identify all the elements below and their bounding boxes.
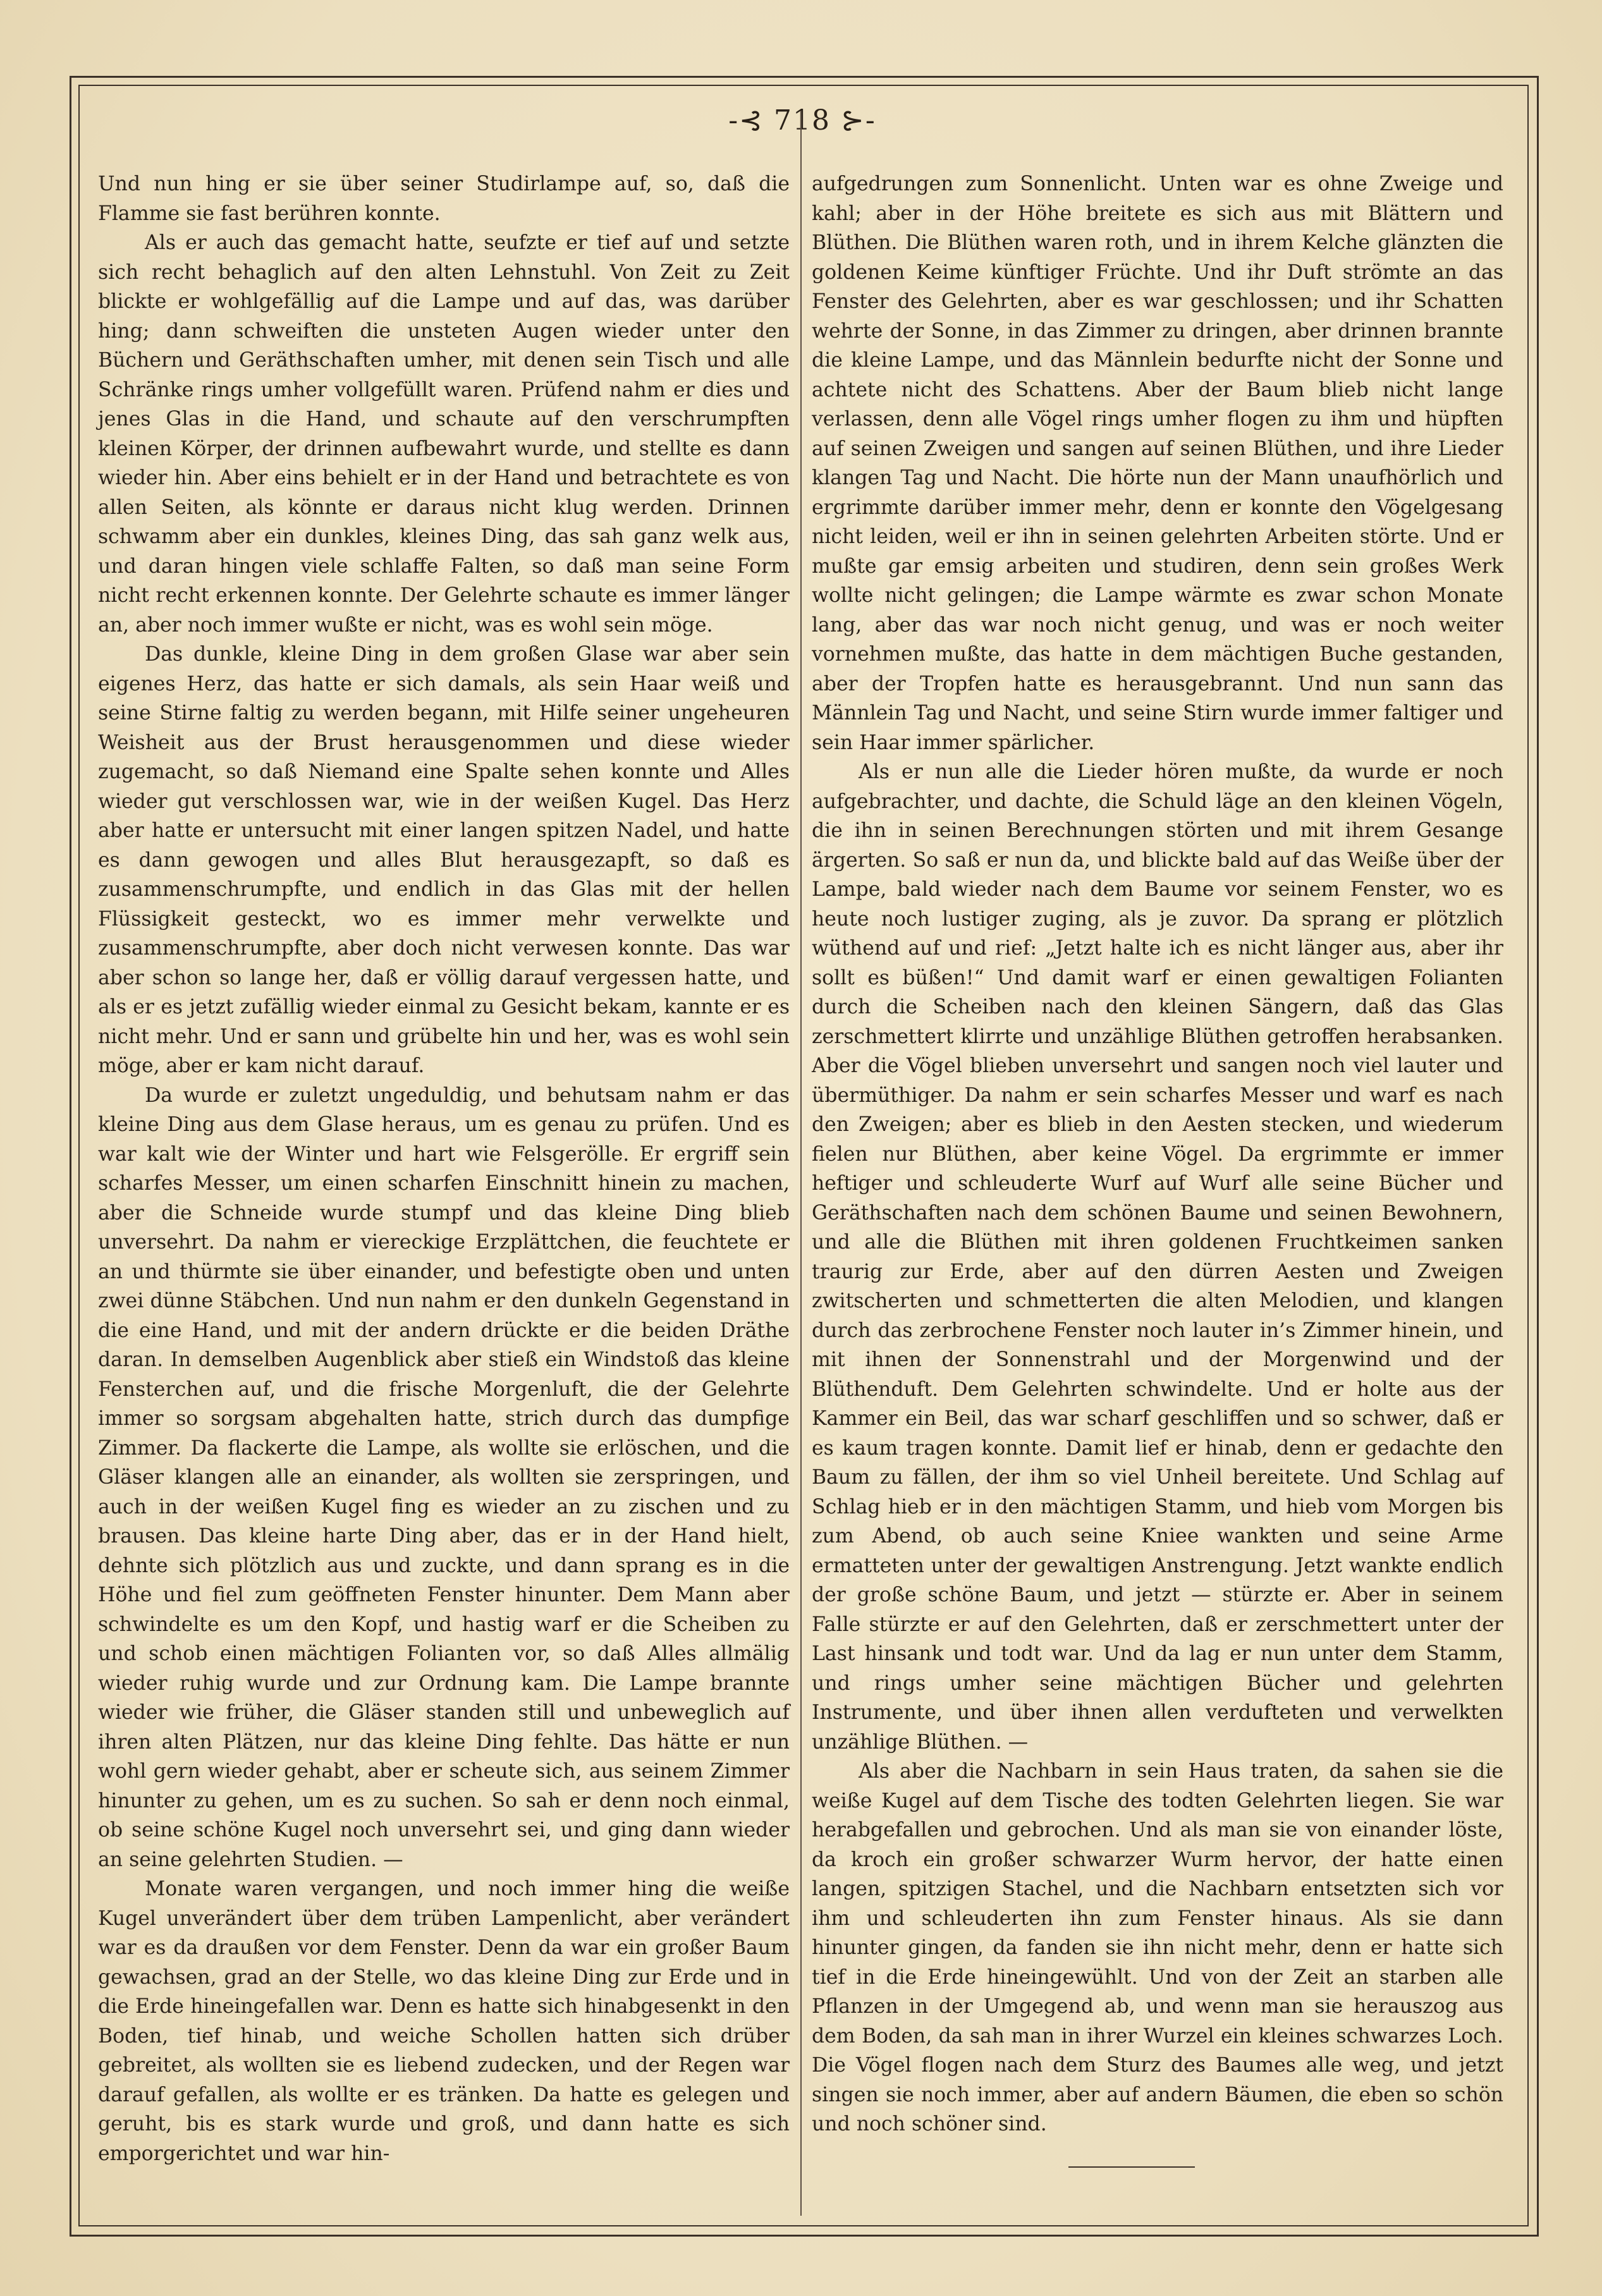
column-divider <box>800 111 802 2216</box>
paragraph: Monate waren vergangen, und noch immer hing die weiße Kugel unverändert über dem trüben Lampenlicht, aber verändert war es da draußen vor dem Fenster. Denn da war ein großer Baum gewachsen, grad an der Stelle, wo das kleine Ding zur Erde und in die Erde hineingefallen war. Denn es hatte sich hinabgesenkt in den Boden, tief hinab, und weiche Schollen hatten sich drüber gebreitet, als wollten sie es liebend zudecken, und der Regen war darauf gefallen, als wollte er es tränken. Da hatte es gelegen und geruht, bis es stark wurde und groß, und dann hatte es sich emporgerichtet und war hin- <box>98 1878 790 2165</box>
end-rule <box>1068 2166 1195 2168</box>
paragraph: Da wurde er zuletzt ungeduldig, und behutsam nahm er das kleine Ding aus dem Glase heraus, um es genau zu prüfen. Und es war kalt wie der Winter und hart wie Felsgerölle. Er ergriff sein scharfes Messer, um einen scharfen Einschnitt hinein zu machen, aber die Schneide wurde stumpf und das kleine Ding blieb unversehrt. Da nahm er viereckige Erzplättchen, die feuchtete er an und thürmte sie über einander, und befestigte oben und unten zwei dünne Stäbchen. Und nun nahm er den dunkeln Gegenstand in die eine Hand, und mit der andern drückte er die beiden Dräthe daran. In demselben Augenblick aber stieß ein Windstoß das kleine Fensterchen auf, und die frische Morgenluft, die der Gelehrte immer so sorgsam abgehalten hatte, strich durch das dumpfige Zimmer. Da flackerte die Lampe, als wollte sie erlöschen, und die Gläser klangen alle an einander, als wollten sie zerspringen, und auch in der weißen Kugel fing es wieder an zu zischen und zu brausen. Das kleine harte Ding aber, das er in der Hand hielt, dehnte sich plötzlich aus und zuckte, und dann sprang es in die Höhe und fiel zum geöffneten Fenster hinunter. Dem Mann aber schwindelte es um den Kopf, und hastig warf er die Scheiben zu und schob einen mächtigen Folianten vor, so daß Alles allmälig wieder ruhig wurde und zur Ordnung kam. Die Lampe brannte wieder wie früher, die Gläser standen still und unbeweglich auf ihren alten Plätzen, nur das kleine Ding fehlte. Das hätte er nun wohl gern wieder gehabt, aber er scheute sich, aus seinem Zimmer hinunter zu gehen, um es zu suchen. So sah er denn noch einmal, ob seine schöne Kugel noch unversehrt sei, und ging dann wieder an seine gelehrten Studien. — <box>98 1084 790 1871</box>
paragraph: Und nun hing er sie über seiner Studirlampe auf, so, daß die Flamme sie fast berühren konnte. <box>98 173 790 225</box>
page-number: -⊰ 718 ⊱- <box>728 104 876 137</box>
paragraph: Als aber die Nachbarn in sein Haus traten, da sahen sie die weiße Kugel auf dem Tische des todten Gelehrten liegen. Sie war herabgefallen und gebrochen. Und als man sie von einander löste, da kroch ein großer schwarzer Wurm hervor, der hatte einen langen, spitzigen Stachel, und die Nachbarn entsetzten sich vor ihm und schleuderten ihn zum Fenster hinaus. Als sie dann hinunter gingen, da fanden sie ihn nicht mehr, denn er hatte sich tief in die Erde hineingewühlt. Und von der Zeit an starben alle Pflanzen in der Umgegend ab, und wenn man sie herauszog aus dem Boden, da sah man in ihrer Wurzel ein kleines schwarzes Loch. Die Vögel flogen nach dem Sturz des Baumes alle weg, und jetzt singen sie noch immer, aber auf andern Bäumen, die eben so schön und noch schöner sind. <box>812 1760 1503 2135</box>
paragraph: Als er auch das gemacht hatte, seufzte er tief auf und setzte sich recht behaglich auf den alten Lehnstuhl. Von Zeit zu Zeit blickte er wohlgefällig auf die Lampe und auf das, was darüber hing; dann schweiften die unsteten Augen wieder unter den Büchern und Geräthschaften umher, mit denen sein Tisch und alle Schränke rings umher vollgefüllt waren. Prüfend nahm er dies und jenes Glas in die Hand, und schaute auf den verschrumpften kleinen Körper, der drinnen aufbewahrt wurde, und stellte es dann wieder hin. Aber eins behielt er in der Hand und betrachtete es von allen Seiten, als könnte er daraus nicht klug werden. Drinnen schwamm aber ein dunkles, kleines Ding, das sah ganz welk aus, und daran hingen viele schlaffe Falten, so daß man seine Form nicht recht erkennen konnte. Der Gelehrte schaute es immer länger an, aber noch immer wußte er nicht, was es wohl sein möge. <box>98 231 790 637</box>
paragraph: Das dunkle, kleine Ding in dem großen Glase war aber sein eigenes Herz, das hatte er sich damals, als sein Haar weiß und seine Stirne faltig zu werden begann, mit Hilfe seiner ungeheuren Weisheit aus der Brust herausgenommen und diese wieder zugemacht, so daß Niemand eine Spalte sehen konnte und Alles wieder gut verschlossen war, wie in der weißen Kugel. Das Herz aber hatte er untersucht mit einer langen spitzen Nadel, und hatte es dann gewogen und alles Blut herausgezapft, so daß es zusammenschrumpfte, und endlich in das Glas mit der hellen Flüssigkeit gesteckt, wo es immer mehr verwelkte und zusammenschrumpfte, aber doch nicht verwesen konnte. Das war aber schon so lange her, daß er völlig darauf vergessen hatte, und als er es jetzt zufällig wieder einmal zu Gesicht bekam, kannte er es nicht mehr. Und er sann und grübelte hin und her, was es wohl sein möge, aber er kam nicht darauf. <box>98 643 790 1077</box>
paragraph: aufgedrungen zum Sonnenlicht. Unten war es ohne Zweige und kahl; aber in der Höhe breitete es sich aus mit Blättern und Blüthen. Die Blüthen waren roth, und in ihrem Kelche glänzten die goldenen Keime künftiger Früchte. Und ihr Duft strömte an das Fenster des Gelehrten, aber es war geschlossen; und ihr Schatten wehrte der Sonne, in das Zimmer zu dringen, aber drinnen brannte die kleine Lampe, und das Männlein bedurfte nicht der Sonne und achtete nicht des Schattens. Aber der Baum blieb nicht lange verlassen, denn alle Vögel rings umher flogen zu ihm und hüpften auf seinen Zweigen und sangen auf seinen Blüthen, und ihre Lieder klangen Tag und Nacht. Die hörte nun der Mann unaufhörlich und ergrimmte darüber immer mehr, denn er konnte den Vögelgesang nicht leiden, weil er ihn in seinen gelehrten Arbeiten störte. Und er mußte gar emsig arbeiten und studiren, denn sein großes Werk wollte nicht gelingen; die Lampe wärmte es zwar schon Monate lang, aber das war noch nicht genug, und was er noch weiter vornehmen mußte, das hatte in dem mächtigen Buche gestanden, aber der Tropfen hatte es herausgebrannt. Und nun sann das Männlein Tag und Nacht, und seine Stirn wurde immer faltiger und sein Haar immer spärlicher. <box>812 173 1503 754</box>
right-column <box>812 169 1503 2139</box>
paragraph: Als er nun alle die Lieder hören mußte, da wurde er noch aufgebrachter, und dachte, die Schuld läge an den kleinen Vögeln, die ihn in seinen Berechnungen störten und mit ihrem Gesange ärgerten. So saß er nun da, und blickte bald auf das Weiße über der Lampe, bald wieder nach dem Baume vor seinem Fenster, wo es heute noch lustiger zuging, als je zuvor. Da sprang er plötzlich wüthend auf und rief: „Jetzt halte ich es nicht länger aus, aber ihr sollt es büßen!“ Und damit warf er einen gewaltigen Folianten durch die Scheiben nach den kleinen Sängern, daß das Glas zerschmettert klirrte und unzählige Blüthen getroffen herabsanken. Aber die Vögel blieben unversehrt und sangen noch viel lauter und übermüthiger. Da nahm er sein scharfes Messer und warf es nach den Zweigen; aber es blieb in den Aesten stecken, und wiederum fielen nur Blüthen, aber keine Vögel. Da ergrimmte er immer heftiger und schleuderte Wurf auf Wurf alle seine Bücher und Geräthschaften nach dem schönen Baume und seinen Bewohnern, und alle die Blüthen mit ihren goldenen Fruchtkeimen sanken traurig zur Erde, aber auf den dürren Aesten und Zweigen zwitscherten und schmetterten die alten Melodien, und klangen durch das zerbrochene Fenster noch lauter in’s Zimmer hinein, und mit ihnen der Sonnenstrahl und der Morgenwind und der Blüthenduft. Dem Gelehrten schwindelte. Und er holte aus der Kammer ein Beil, das war scharf geschliffen und so schwer, daß er es kaum tragen konnte. Damit lief er hinab, denn er gedachte den Baum zu fällen, der ihm so viel Unheil bereitete. Und Schlag auf Schlag hieb er in den mächtigen Stamm, und hieb vom Morgen bis zum Abend, ob auch seine Kniee wankten und seine Arme ermatteten unter der gewaltigen Anstrengung. Jetzt wankte endlich der große schöne Baum, und jetzt — stürzte er. Aber in seinem Falle stürzte er auf den Gelehrten, daß er zerschmettert unter der Last hinsank und todt war. Und da lag er nun unter dem Stamm, und rings umher seine mächtigen Bücher und gelehrten Instrumente, und über ihnen allen verdufteten und verwelkten unzählige Blüthen. — <box>812 760 1503 1754</box>
left-column <box>98 169 790 2168</box>
